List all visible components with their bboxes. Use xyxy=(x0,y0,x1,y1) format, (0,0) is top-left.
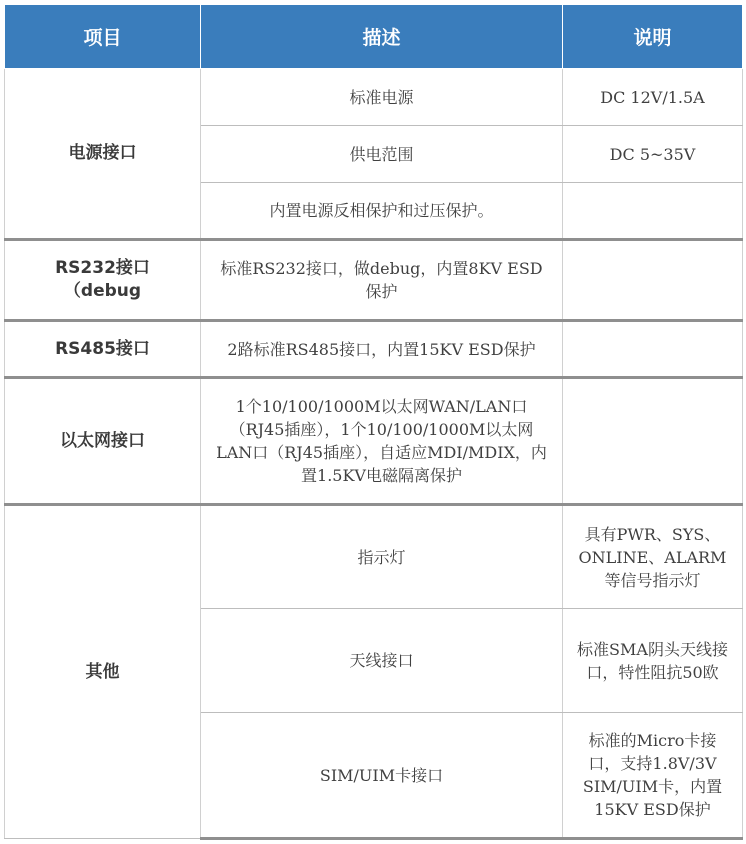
header-description: 描述 xyxy=(201,5,563,69)
desc-cell: 标准电源 xyxy=(201,69,563,126)
item-ethernet: 以太网接口 xyxy=(5,378,201,505)
note-cell: 具有PWR、SYS、ONLINE、ALARM等信号指示灯 xyxy=(563,505,743,609)
note-cell xyxy=(563,378,743,505)
table-header-row xyxy=(5,5,743,69)
desc-cell: SIM/UIM卡接口 xyxy=(201,713,563,839)
item-power: 电源接口 xyxy=(5,69,201,240)
spec-table xyxy=(4,4,743,840)
desc-cell: 供电范围 xyxy=(201,126,563,183)
desc-cell: 天线接口 xyxy=(201,609,563,713)
item-rs232: RS232接口（debug xyxy=(5,240,201,321)
table-row xyxy=(5,69,743,126)
note-cell: 标准的Micro卡接口，支持1.8V/3V SIM/UIM卡，内置15KV ESD保护 xyxy=(563,713,743,839)
note-cell xyxy=(563,240,743,321)
desc-cell: 内置电源反相保护和过压保护。 xyxy=(201,183,563,240)
table-row xyxy=(5,240,743,321)
note-cell: 标准SMA阴头天线接口，特性阻抗50欧 xyxy=(563,609,743,713)
desc-cell: 指示灯 xyxy=(201,505,563,609)
table-row xyxy=(5,505,743,609)
table-row xyxy=(5,378,743,505)
note-cell: DC 5~35V xyxy=(563,126,743,183)
table-row xyxy=(5,321,743,378)
desc-cell: 1个10/100/1000M以太网WAN/LAN口（RJ45插座），1个10/100/1000M以太网LAN口（RJ45插座），自适应MDI/MDIX，内置1.5KV电磁隔离保护 xyxy=(201,378,563,505)
item-other: 其他 xyxy=(5,505,201,839)
header-item: 项目 xyxy=(5,5,201,69)
item-rs485: RS485接口 xyxy=(5,321,201,378)
note-cell xyxy=(563,321,743,378)
desc-cell: 标准RS232接口，做debug，内置8KV ESD保护 xyxy=(201,240,563,321)
note-cell xyxy=(563,183,743,240)
header-note: 说明 xyxy=(563,5,743,69)
note-cell: DC 12V/1.5A xyxy=(563,69,743,126)
desc-cell: 2路标准RS485接口，内置15KV ESD保护 xyxy=(201,321,563,378)
